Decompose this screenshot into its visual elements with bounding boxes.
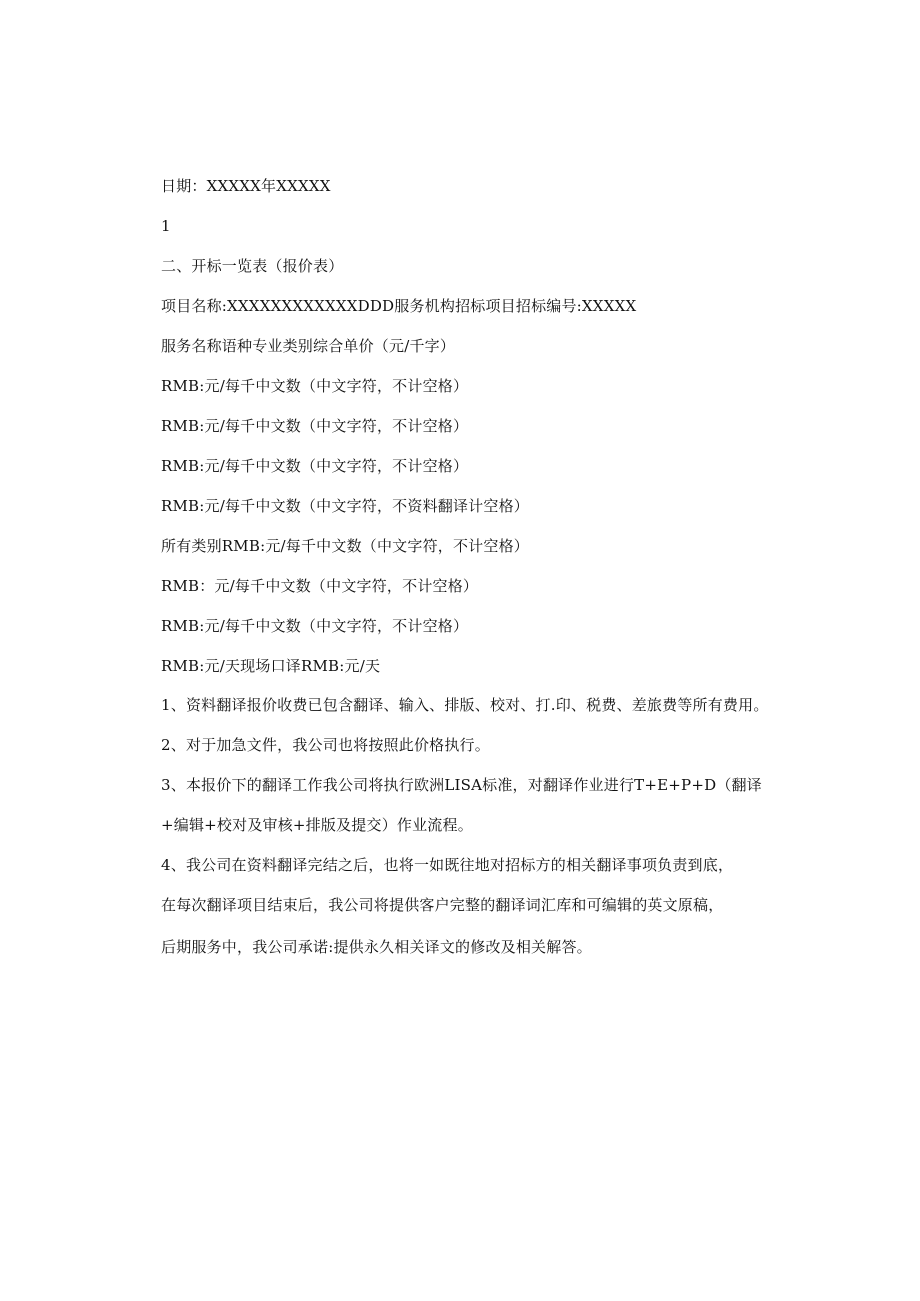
note-line: 1、资料翻译报价收费已包含翻译、输入、排版、校对、打.印、税费、差旅费等所有费用。 bbox=[161, 696, 769, 714]
project-line: 项目名称:XXXXXXXXXXXXDDD服务机构招标项目招标编号:XXXXX bbox=[161, 297, 637, 315]
price-row: RMB：元/每千中文数（中文字符，不计空格） bbox=[161, 577, 479, 595]
note-line: 4、我公司在资料翻译完结之后，也将一如既往地对招标方的相关翻译事项负责到底， bbox=[161, 856, 734, 874]
price-row: RMB:元/每千中文数（中文字符，不计空格） bbox=[161, 457, 469, 475]
date-line: 日期：XXXXX年XXXXX bbox=[161, 177, 331, 195]
table-header: 服务名称语种专业类别综合单价（元/千字） bbox=[161, 337, 456, 355]
note-line: +编辑+校对及审核+排版及提交）作业流程。 bbox=[161, 816, 473, 834]
note-line: 2、对于加急文件，我公司也将按照此价格执行。 bbox=[161, 736, 490, 754]
price-row: RMB:元/每千中文数（中文字符，不计空格） bbox=[161, 417, 469, 435]
price-row: 所有类别RMB:元/每千中文数（中文字符，不计空格） bbox=[161, 537, 529, 555]
price-row: RMB:元/天现场口译RMB:元/天 bbox=[161, 657, 381, 675]
price-row: RMB:元/每千中文数（中文字符，不资料翻译计空格） bbox=[161, 497, 529, 515]
page-number: 1 bbox=[161, 217, 171, 235]
section-title: 二、开标一览表（报价表） bbox=[161, 257, 344, 275]
note-line: 3、本报价下的翻译工作我公司将执行欧洲LISA标准，对翻译作业进行T+E+P+D（翻译 bbox=[161, 776, 762, 794]
note-line: 在每次翻译项目结束后，我公司将提供客户完整的翻译词汇库和可编辑的英文原稿， bbox=[161, 896, 724, 914]
price-row: RMB:元/每千中文数（中文字符，不计空格） bbox=[161, 377, 469, 395]
note-line: 后期服务中，我公司承诺:提供永久相关译文的修改及相关解答。 bbox=[161, 938, 592, 956]
price-row: RMB:元/每千中文数（中文字符，不计空格） bbox=[161, 617, 469, 635]
